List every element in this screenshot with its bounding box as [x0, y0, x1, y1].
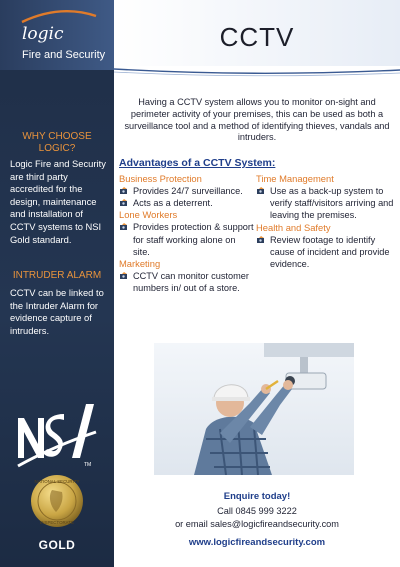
section-heading: Health and Safety: [256, 221, 331, 233]
list-item: Use as a back-up system to verify staff/visitors arriving and leaving the premises.: [256, 185, 396, 222]
gold-label: GOLD: [38, 538, 76, 552]
brand-logo[interactable]: [0, 0, 114, 70]
page-title: CCTV: [219, 22, 295, 52]
technician-installing-camera-photo: [154, 343, 354, 475]
enquire-heading: Enquire today!: [223, 491, 291, 502]
why-choose-heading: WHY CHOOSE LOGIC?: [22, 131, 92, 154]
camera-bullet-icon: [256, 235, 266, 245]
camera-bullet-icon: [119, 198, 129, 208]
list-item: CCTV can monitor customer numbers in/ out of a store.: [119, 270, 254, 294]
camera-bullet-icon: [256, 186, 266, 196]
sidebar: [0, 0, 114, 567]
section-heading: Time Management: [256, 173, 334, 184]
list-item: Provides protection & support for staff working alone on site.: [119, 221, 254, 258]
svg-text:TM: TM: [84, 462, 92, 468]
camera-bullet-icon: [119, 186, 129, 196]
advantages-heading: Advantages of a CCTV System:: [119, 157, 276, 169]
why-choose-text: Logic Fire and Security are third party accredited for the design, maintenance and installation of CCTV systems to NSI Gold standard.: [10, 158, 106, 245]
email-contact[interactable]: or email sales@logicfireandsecurity.com: [175, 519, 339, 529]
header-divider: [114, 67, 400, 77]
list-item: Review footage to identify cause of incident and provide evidence.: [256, 234, 396, 271]
intruder-alarm-text: CCTV can be linked to the Intruder Alarm for evidence capture of intruders.: [10, 287, 104, 336]
section-heading: Business Protection: [119, 173, 202, 184]
advantages-right-column: [256, 173, 396, 270]
section-heading: Marketing: [119, 258, 161, 270]
list-item: Provides 24/7 surveillance.: [119, 185, 254, 197]
logo-subtitle: Fire and Security: [22, 49, 106, 61]
logo-swoosh-icon: [20, 10, 98, 24]
logo-wordmark: logic: [22, 24, 64, 44]
list-item: Acts as a deterrent.: [119, 197, 254, 209]
seal-text-top: NATIONAL SECURITY: [34, 479, 80, 484]
advantages-left-column: [119, 173, 254, 294]
phone-number[interactable]: Call 0845 999 3222: [217, 506, 297, 516]
camera-bullet-icon: [119, 271, 129, 281]
camera-bullet-icon: [119, 222, 129, 232]
nsi-gold-seal-icon: [30, 474, 84, 528]
intro-paragraph: Having a CCTV system allows you to monitor on-sight and perimeter activity of your premises, this can be used as both a surveillance tool and a method of identifying thieves, vandals and intruders.: [124, 97, 390, 143]
intruder-alarm-heading: INTRUDER ALARM: [12, 270, 102, 281]
section-heading: Lone Workers: [119, 209, 178, 221]
website-link[interactable]: www.logicfireandsecurity.com: [188, 537, 326, 548]
nsi-logo-icon: [14, 396, 100, 474]
seal-text-bottom: INSPECTORATE: [40, 520, 74, 525]
